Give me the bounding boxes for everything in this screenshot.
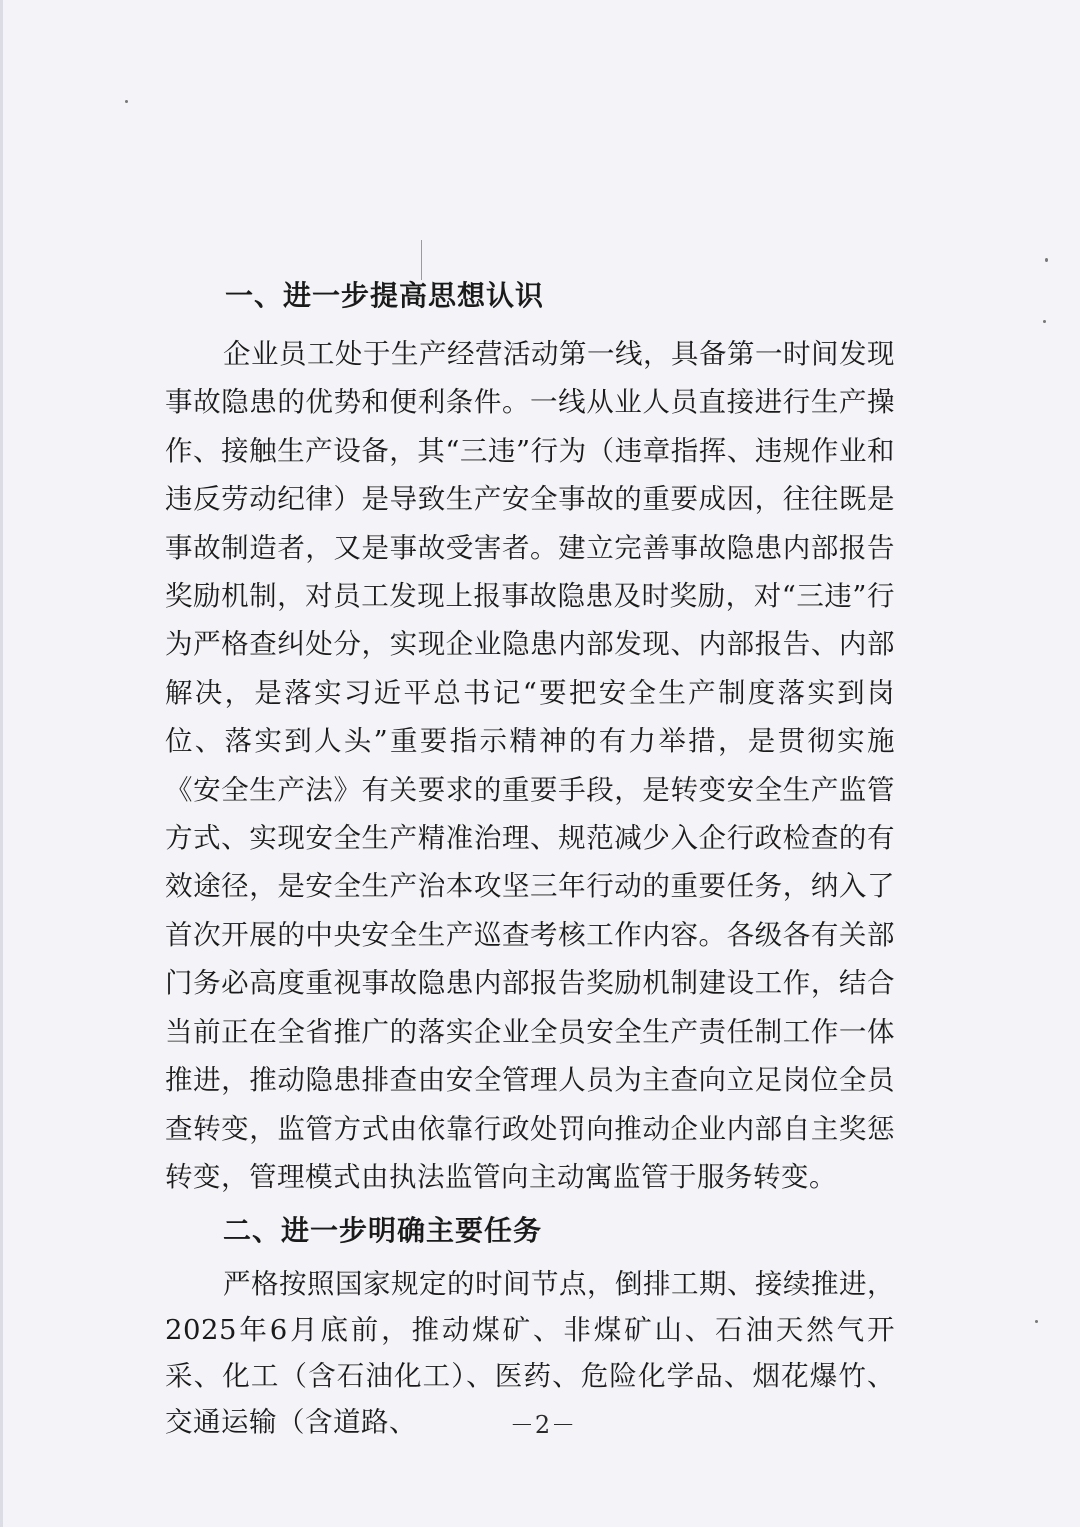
body-text <box>165 262 895 1445</box>
scan-speck <box>1043 320 1046 323</box>
section-2-paragraph: 严格按照国家规定的时间节点，倒排工期、接续推进，2025年6月底前，推动煤矿、非煤矿山、石油天然气开采、化工（含石油化工）、医药、危险化学品、烟花爆竹、交通运输（含道路、 <box>165 1268 895 1439</box>
scan-speck <box>125 100 128 103</box>
section-1-paragraph: 企业员工处于生产经营活动第一线，具备第一时间发现事故隐患的优势和便利条件。一线从业人员直接进行生产操作、接触生产设备，其“三违”行为（违章指挥、违规作业和违反劳动纪律）是导致生产安全事故的重要成因，往往既是事故制造者，又是事故受害者。建立完善事故隐患内部报告奖励机制，对员工发现上报事故隐患及时奖励，对“三违”行为严格查纠处分，实现企业隐患内部发现、内部报告、内部解决，是落实习近平总书记“要把安全生产制度落实到岗位、落实到人头”重要指示精神的有力举措，是贯彻实施《安全生产法》有关要求的重要手段，是转变安全生产监管方式、实现安全生产精准治理、规范减少入企行政检查的有效途径，是安全生产治本攻坚三年行动的重要任务，纳入了首次开展的中央安全生产巡查考核工作内容。各级各有关部门务必高度重视事故隐患内部报告奖励机制建设工作，结合当前正在全省推广的落实企业全员安全生产责任制工作一体推进，推动隐患排查由安全管理人员为主查向立足岗位全员查转变，监管方式由依靠行政处罚向推动企业内部自主奖惩转变，管理模式由执法监管向主动寓监管于服务转变。 <box>165 338 895 1193</box>
page-number: －2－ <box>509 1411 577 1439</box>
section-1-heading: 一、进一步提高思想认识 <box>225 279 545 312</box>
scan-speck <box>1035 1320 1038 1323</box>
section-2-heading: 二、进一步明确主要任务 <box>223 1214 543 1248</box>
scan-speck <box>1045 258 1048 262</box>
